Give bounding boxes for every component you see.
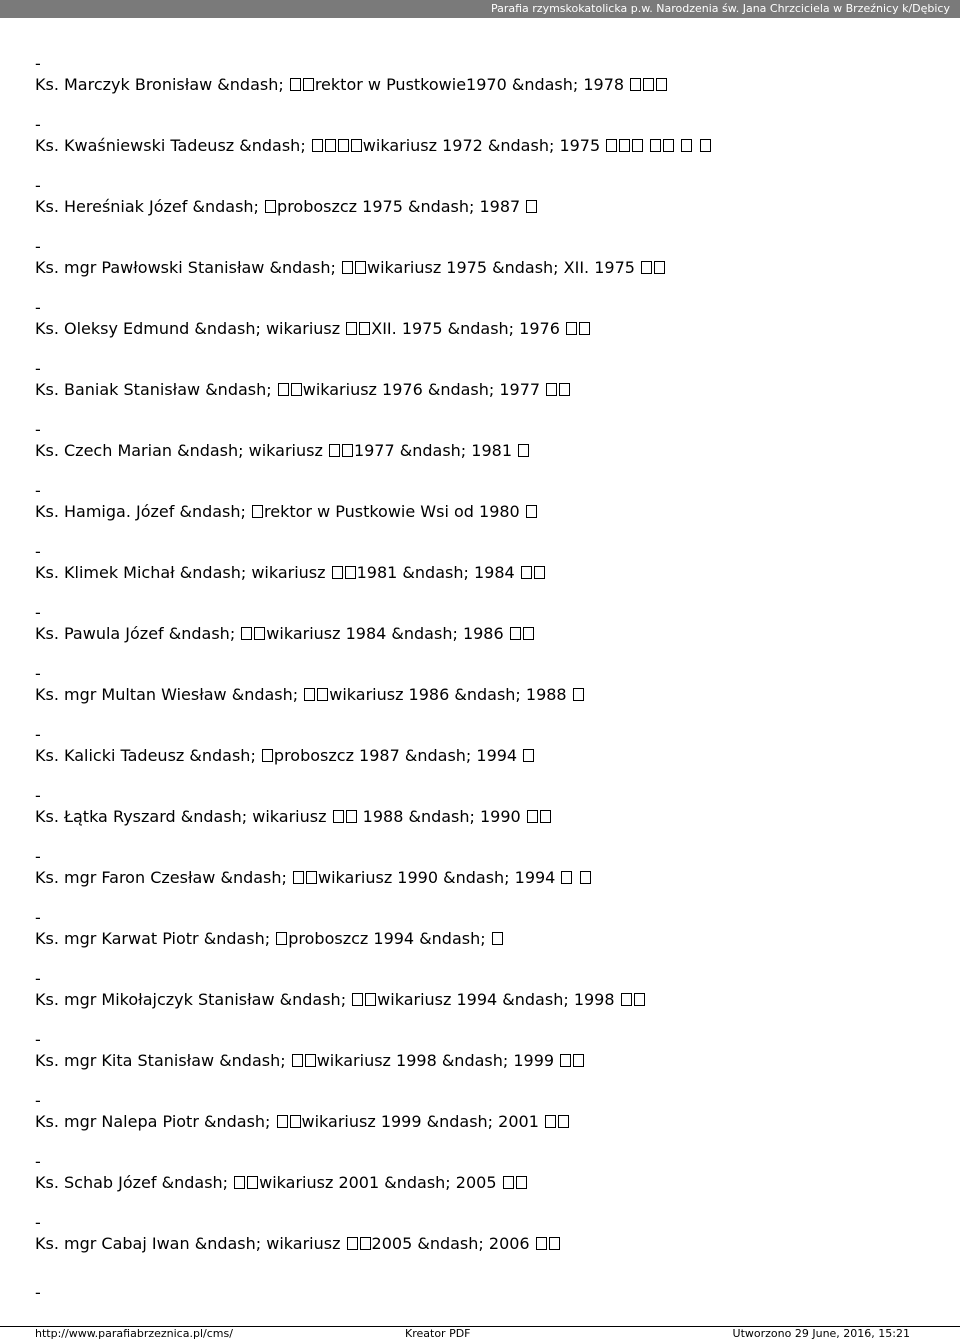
footer-created-date: Utworzono 29 June, 2016, 15:21 [732,1327,910,1340]
list-item-text [35,1051,585,1071]
list-item [35,105,940,166]
list-item [35,654,940,715]
list-separator: - [35,176,41,195]
list-separator: - [35,1283,41,1302]
text-segment: wikariusz 1975 &ndash; XII. 1975 [367,258,641,277]
list-separator: - [35,54,41,73]
missing-glyph-icon [650,139,661,152]
footer-url: http://www.parafiabrzeznica.pl/cms/ [35,1327,233,1340]
missing-glyph-icon [546,383,557,396]
list-separator: - [35,664,41,683]
list-item [35,288,940,349]
list-item-text [35,502,538,522]
missing-glyph-icon [560,1054,571,1067]
list-item [35,959,940,1020]
list-item [35,898,940,959]
missing-glyph-icon [345,566,356,579]
missing-glyph-icon [656,78,667,91]
list-item [35,715,940,776]
missing-glyph-icon [305,1054,316,1067]
missing-glyph-icon [306,871,317,884]
missing-glyph-icon [332,566,343,579]
missing-glyph-icon [700,139,711,152]
missing-glyph-icon [534,566,545,579]
missing-glyph-icon [561,871,572,884]
text-segment: proboszcz 1987 &ndash; 1994 [273,746,523,765]
missing-glyph-icon [545,1115,556,1128]
missing-glyph-icon [290,78,301,91]
list-separator: - [35,1091,41,1110]
missing-glyph-icon [580,871,591,884]
list-separator: - [35,725,41,744]
text-segment: Ks. mgr Multan Wiesław &ndash; [35,685,304,704]
missing-glyph-icon [333,810,344,823]
text-segment: Ks. Hereśniak Józef &ndash; [35,197,265,216]
missing-glyph-icon [234,1176,245,1189]
missing-glyph-icon [516,1176,527,1189]
missing-glyph-icon [643,78,654,91]
missing-glyph-icon [654,261,665,274]
list-separator: - [35,420,41,439]
list-separator: - [35,1213,41,1232]
missing-glyph-icon [347,1237,358,1250]
list-separator: - [35,542,41,561]
list-item-text [35,685,585,705]
list-separator: - [35,1030,41,1049]
text-segment: wikariusz 1976 &ndash; 1977 [302,380,546,399]
list-item-text [35,75,668,95]
text-segment: Ks. mgr Kita Stanisław &ndash; [35,1051,291,1070]
list-item [35,166,940,227]
text-segment: Ks. mgr Cabaj Iwan &ndash; wikariusz [35,1234,346,1253]
list-item [35,227,940,288]
list-item [35,44,940,105]
missing-glyph-icon [342,261,353,274]
list-item-text [35,380,571,400]
missing-glyph-icon [276,932,287,945]
missing-glyph-icon [619,139,630,152]
page-footer [0,1326,960,1341]
missing-glyph-icon [355,261,366,274]
missing-glyph-icon [510,627,521,640]
missing-glyph-icon [492,932,503,945]
text-segment [644,136,649,155]
missing-glyph-icon [621,993,632,1006]
list-separator: - [35,1152,41,1171]
text-segment: Ks. Klimek Michał &ndash; wikariusz [35,563,331,582]
missing-glyph-icon [265,200,276,213]
text-segment: proboszcz 1994 &ndash; [288,929,491,948]
missing-glyph-icon [329,444,340,457]
text-segment: wikariusz 1999 &ndash; 2001 [301,1112,544,1131]
text-segment: XII. 1975 &ndash; 1976 [371,319,565,338]
text-segment: wikariusz 1986 &ndash; 1988 [329,685,572,704]
list-separator: - [35,969,41,988]
list-item [35,593,940,654]
missing-glyph-icon [527,810,538,823]
text-segment: Ks. mgr Mikołajczyk Stanisław &ndash; [35,990,352,1009]
list-separator: - [35,115,41,134]
text-segment: wikariusz 1972 &ndash; 1975 [362,136,606,155]
missing-glyph-icon [503,1176,514,1189]
missing-glyph-icon [641,261,652,274]
missing-glyph-icon [526,505,537,518]
list-item-text [35,197,538,217]
text-segment [573,868,578,887]
list-item [35,776,940,837]
list-item [35,1081,940,1142]
missing-glyph-icon [559,383,570,396]
missing-glyph-icon [606,139,617,152]
list-item [35,349,940,410]
list-separator: - [35,786,41,805]
missing-glyph-icon [293,871,304,884]
missing-glyph-icon [632,139,643,152]
missing-glyph-icon [359,322,370,335]
list-item-text [35,1234,561,1254]
text-segment [675,136,680,155]
missing-glyph-icon [304,688,315,701]
text-segment: 1981 &ndash; 1984 [356,563,520,582]
missing-glyph-icon [352,993,363,1006]
text-segment: wikariusz 2001 &ndash; 2005 [259,1173,502,1192]
list-item [35,410,940,471]
text-segment: Ks. Kwaśniewski Tadeusz &ndash; [35,136,311,155]
missing-glyph-icon [566,322,577,335]
missing-glyph-icon [346,322,357,335]
missing-glyph-icon [518,444,529,457]
text-segment: Ks. Hamiga. Józef &ndash; [35,502,251,521]
missing-glyph-icon [526,200,537,213]
missing-glyph-icon [278,383,289,396]
missing-glyph-icon [579,322,590,335]
text-segment: Ks. Pawula Józef &ndash; [35,624,241,643]
missing-glyph-icon [365,993,376,1006]
list-item [35,532,940,593]
list-item-text [35,563,546,583]
missing-glyph-icon [338,139,349,152]
list-item-text [35,319,591,339]
list-item-text [35,746,535,766]
missing-glyph-icon [573,1054,584,1067]
list-separator: - [35,603,41,622]
missing-glyph-icon [290,1115,301,1128]
footer-creator: Kreator PDF [405,1327,471,1340]
missing-glyph-icon [536,1237,547,1250]
list-separator: - [35,359,41,378]
text-segment: Ks. mgr Faron Czesław &ndash; [35,868,292,887]
missing-glyph-icon [241,627,252,640]
missing-glyph-icon [291,383,302,396]
list-separator: - [35,298,41,317]
missing-glyph-icon [523,627,534,640]
missing-glyph-icon [262,749,273,762]
text-segment: Ks. Schab Józef &ndash; [35,1173,234,1192]
missing-glyph-icon [663,139,674,152]
list-separator: - [35,481,41,500]
missing-glyph-icon [540,810,551,823]
text-segment: wikariusz 1990 &ndash; 1994 [318,868,561,887]
missing-glyph-icon [521,566,532,579]
missing-glyph-icon [254,627,265,640]
list-item [35,1203,940,1264]
text-segment: wikariusz 1998 &ndash; 1999 [316,1051,560,1070]
text-segment: Ks. Marczyk Bronisław &ndash; [35,75,289,94]
missing-glyph-icon [681,139,692,152]
missing-glyph-icon [346,810,357,823]
text-segment: 1988 &ndash; 1990 [357,807,526,826]
text-segment: Ks. mgr Pawłowski Stanisław &ndash; [35,258,341,277]
list-item-text [35,868,592,888]
text-segment: 2005 &ndash; 2006 [371,1234,535,1253]
missing-glyph-icon [630,78,641,91]
missing-glyph-icon [312,139,323,152]
text-segment: wikariusz 1984 &ndash; 1986 [266,624,509,643]
missing-glyph-icon [252,505,263,518]
missing-glyph-icon [558,1115,569,1128]
text-segment: Ks. Oleksy Edmund &ndash; wikariusz [35,319,346,338]
missing-glyph-icon [549,1237,560,1250]
list-item-text [35,258,666,278]
text-segment [693,136,698,155]
page-header [0,0,960,18]
list-item-text [35,136,712,156]
text-segment: Ks. Baniak Stanisław &ndash; [35,380,277,399]
text-segment: Ks. mgr Karwat Piotr &ndash; [35,929,276,948]
missing-glyph-icon [303,78,314,91]
priest-list [35,44,940,1264]
list-item-text [35,441,530,461]
list-separator: - [35,237,41,256]
missing-glyph-icon [634,993,645,1006]
text-segment: rektor w Pustkowie Wsi od 1980 [264,502,525,521]
missing-glyph-icon [351,139,362,152]
list-item [35,1142,940,1203]
list-item [35,837,940,898]
missing-glyph-icon [325,139,336,152]
missing-glyph-icon [317,688,328,701]
missing-glyph-icon [573,688,584,701]
list-item-text [35,929,504,949]
missing-glyph-icon [360,1237,371,1250]
list-item-text [35,1173,528,1193]
list-separator: - [35,847,41,866]
list-separator: - [35,908,41,927]
text-segment: wikariusz 1994 &ndash; 1998 [377,990,620,1009]
missing-glyph-icon [292,1054,303,1067]
list-item-text [35,807,552,827]
page-header-title: Parafia rzymskokatolicka p.w. Narodzenia św. Jana Chrzciciela w Brzeźnicy k/Dębicy [490,2,950,15]
list-item [35,471,940,532]
text-segment: 1977 &ndash; 1981 [353,441,518,460]
list-item-text [35,1112,570,1132]
text-segment: Ks. Łątka Ryszard &ndash; wikariusz [35,807,332,826]
text-segment: Ks. Kalicki Tadeusz &ndash; [35,746,261,765]
text-segment: Ks. mgr Nalepa Piotr &ndash; [35,1112,276,1131]
text-segment: proboszcz 1975 &ndash; 1987 [277,197,526,216]
text-segment: Ks. Czech Marian &ndash; wikariusz [35,441,328,460]
text-segment: rektor w Pustkowie1970 &ndash; 1978 [314,75,630,94]
missing-glyph-icon [247,1176,258,1189]
missing-glyph-icon [523,749,534,762]
list-item-text [35,624,535,644]
list-item [35,1020,940,1081]
missing-glyph-icon [342,444,353,457]
missing-glyph-icon [277,1115,288,1128]
list-item-text [35,990,646,1010]
